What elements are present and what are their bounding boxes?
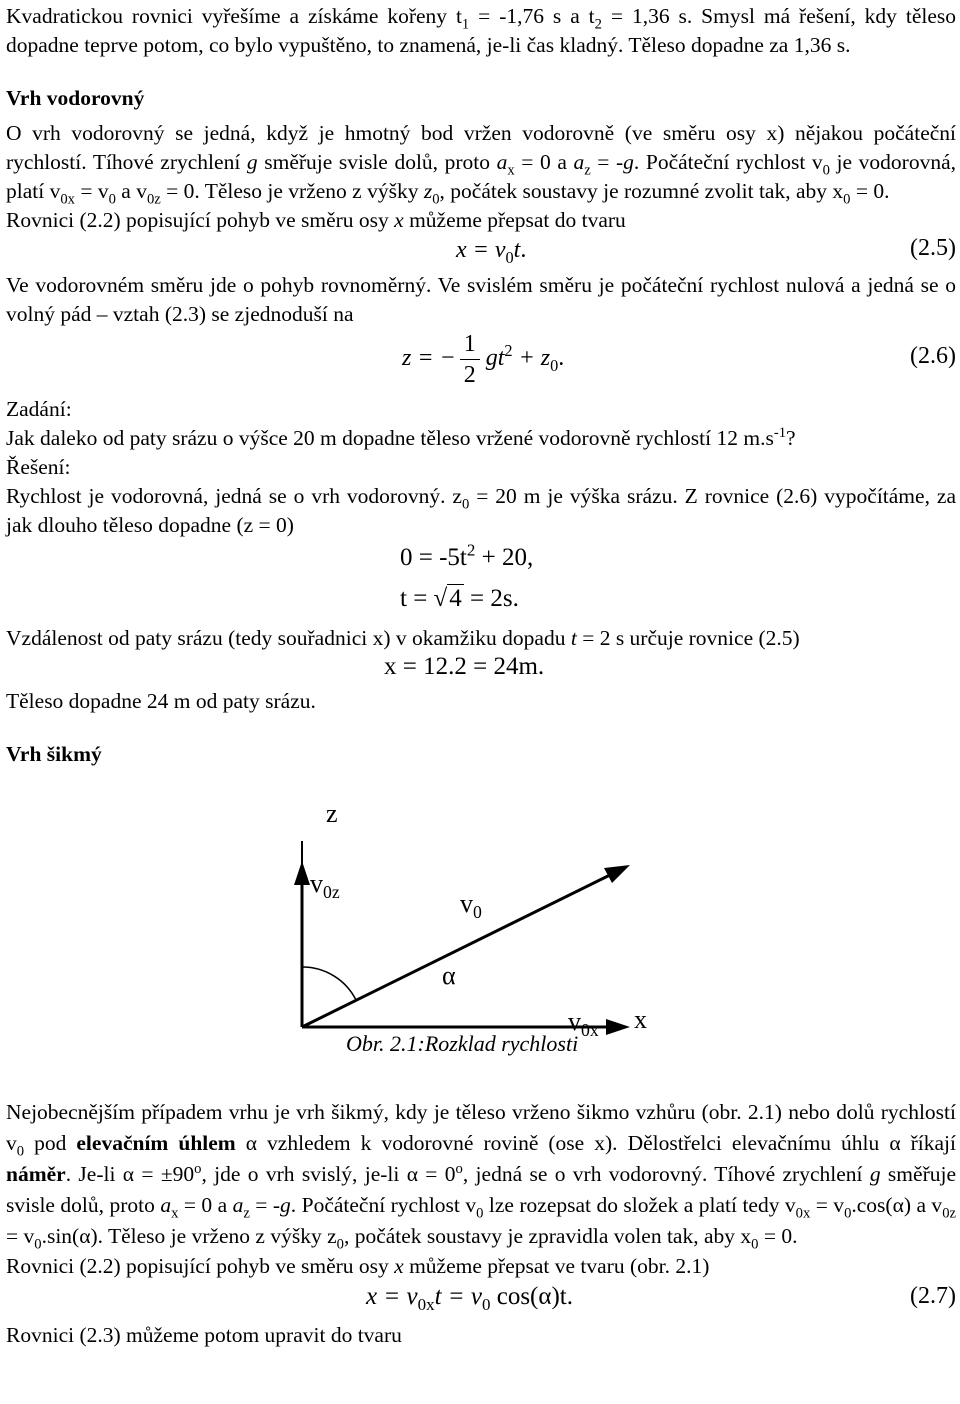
intro-text: = -1,76 s a t <box>469 4 595 28</box>
alpha-arc <box>302 967 356 1000</box>
equation-number: (2.7) <box>910 1283 956 1309</box>
v0-label: $v_0$ <box>460 889 482 923</box>
oblique-paragraph-3: Rovnici (2.3) můžeme potom upravit do tvaru <box>6 1323 402 1347</box>
equation-number: (2.5) <box>910 235 956 261</box>
equation-2-6: z = − $\frac{1}{2}$ $gt^2 + z_0$. (2.6) <box>402 331 956 388</box>
solution-paragraph-1: Rychlost je vodorovná, jedná se o vrh vodorovný. $z_0 = 20$ m je výška srázu. Z rovnice (2.6) vypočítáme, za jak dlouho těleso dopadne (z = 0) <box>6 484 956 537</box>
alpha-label: α <box>442 961 456 990</box>
task-label: Zadání: <box>6 397 72 421</box>
equation-2-5: $x = v_0t$. (2.5) <box>456 235 956 267</box>
intro-text: Kvadratickou rovnici vyřešíme a získáme kořeny t <box>6 4 462 28</box>
task-text: Jak daleko od paty srázu o výšce 20 m dopadne těleso vržené vodorovně rychlostí 12 $m.s^{-1}$? <box>6 424 796 450</box>
x-axis-label: x <box>634 1005 647 1034</box>
horizontal-paragraph-3: Ve vodorovném směru jde o pohyb rovnoměrný. Ve svislém směru je počáteční rychlost nulová a jedná se o volný pád – vztah (2.3) se zjednoduší na <box>6 273 956 326</box>
equation-solve-b: t = √4 = 2s. <box>400 585 519 612</box>
z-axis-label: z <box>326 799 338 828</box>
horizontal-paragraph-2: Rovnici (2.2) popisující pohyb ve směru osy x můžeme přepsat do tvaru <box>6 208 626 232</box>
solution-label: Řešení: <box>6 455 71 479</box>
document-page <box>6 0 956 1350</box>
v0-arrowhead <box>604 865 630 883</box>
v0z-arrowhead <box>294 861 310 885</box>
velocity-decomposition-figure <box>6 769 956 1059</box>
equation-solve-c: x = 12.2 = 24m. <box>384 653 545 680</box>
equation-solve-a: $0 = -5t^2 + 20$, <box>400 540 534 571</box>
v0z-label: $v_{0z}$ <box>310 869 340 903</box>
oblique-paragraph-1: Nejobecnějším případem vrhu je vrh šikmý, kdy je těleso vrženo šikmo vzhůru (obr. 2.1) nebo dolů rychlostí $v_0$ pod elevačním úhlem α vzhledem k vodorovné rovině (ose x). Dělostřelci elevačnímu úhlu α říkají náměr. Je-li $\alpha = \pm 90^o$, jde o vrh svislý, je-li $\alpha = 0^o$, jedná se o vrh vodorovný. Tíhové zrychlení g směřuje svisle dolů, proto $a_x = 0$ a $a_z = -g$. Počáteční rychlost $v_0$ lze rozepsat do složek a platí tedy $v_{0x} = v_0.\cos(\alpha)$ a $v_{0z} = v_0.\sin(\alpha)$. Těleso je vrženo z výšky $z_0$, počátek soustavy je zpravidla volen tak, aby $x_0 = 0$. <box>6 1100 956 1253</box>
t2-subscript: 2 <box>594 16 602 33</box>
horizontal-paragraph-1: O vrh vodorovný se jedná, když je hmotný bod vržen vodorovně (ve směru osy x) nějakou počáteční rychlostí. Tíhové zrychlení g směřuje svisle dolů, proto $a_x = 0$ a $a_z = -g$. Počáteční rychlost $v_0$ je vodorovná, platí $v_{0x} = v_0$ a $v_{0z} = 0$. Těleso je vrženo z výšky $z_0$, počátek soustavy je rozumné zvolit tak, aby $x_0 = 0$. <box>6 121 956 208</box>
heading-horizontal-throw: Vrh vodorovný <box>6 86 145 110</box>
v0x-label: $v_{0x}$ <box>568 1007 599 1041</box>
oblique-paragraph-2: Rovnici (2.2) popisující pohyb ve směru osy x můžeme přepsat ve tvaru (obr. 2.1) <box>6 1254 710 1278</box>
t1-subscript: 1 <box>461 16 470 33</box>
solution-paragraph-3: Těleso dopadne 24 m od paty srázu. <box>6 689 316 713</box>
heading-oblique-throw: Vrh šikmý <box>6 742 102 766</box>
solution-paragraph-2: Vzdálenost od paty srázu (tedy souřadnici x) v okamžiku dopadu t = 2 s určuje rovnice (2.5) <box>6 626 800 650</box>
v0x-arrowhead <box>606 1019 630 1035</box>
equation-2-7: $x = v_{0x}t = v_0$ cos(α)t. (2.7) <box>366 1283 956 1314</box>
v0-arrow <box>302 873 614 1027</box>
equation-number: (2.6) <box>910 343 956 369</box>
figure-caption: Obr. 2.1:Rozklad rychlosti <box>346 1031 579 1056</box>
intro-text: = 1,36 s. Smysl má řešení, kdy těleso dopadne teprve potom, co bylo vypuštěno, to znamená, je-li čas kladný. Těleso dopadne za 1,36 s. <box>6 4 956 57</box>
intro-paragraph <box>6 2 956 60</box>
